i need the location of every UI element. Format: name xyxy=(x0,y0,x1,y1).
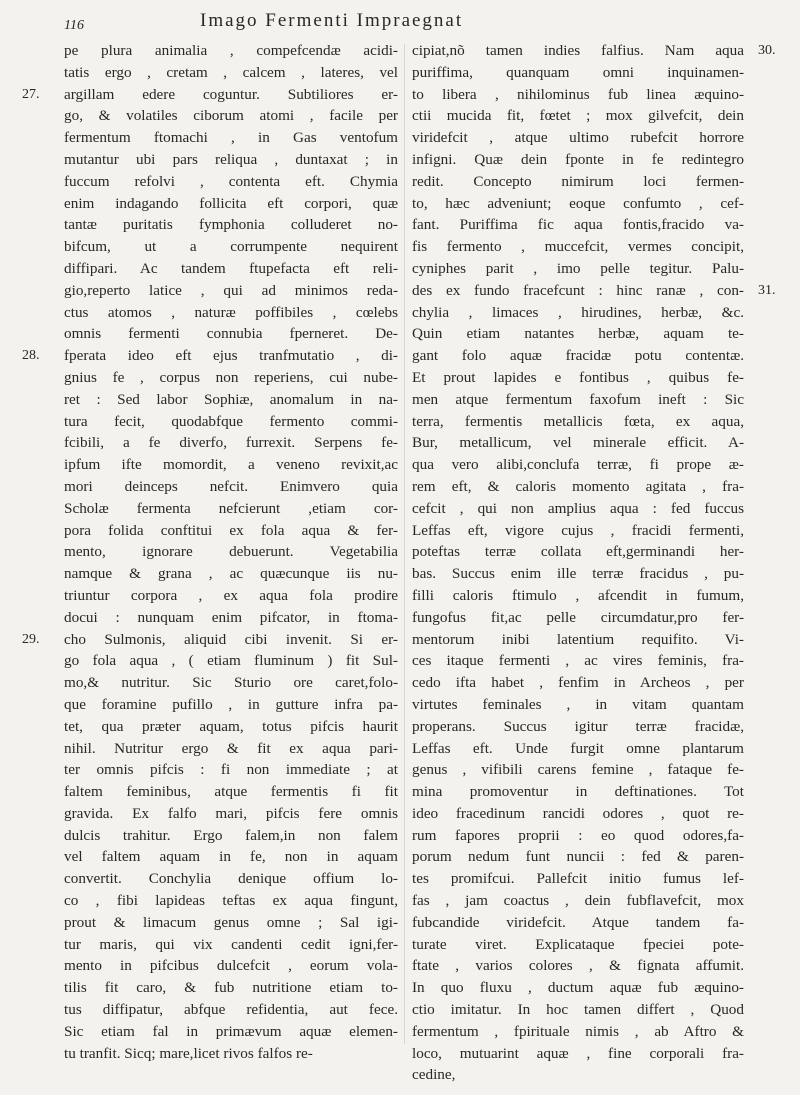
text-line: Scholæ fermenta nefcierunt ,etiam cor- xyxy=(64,499,398,517)
text-line: tilis fit caro, & fub nutritione etiam to- xyxy=(64,979,398,997)
text-line: gravida. Ex falfo mari, pifcis fere omnis xyxy=(64,804,398,822)
text-line: redit. Concepto nimirum loci fermen- xyxy=(412,172,744,190)
text-line: chylia , limaces , hirudines, herbæ, &c. xyxy=(412,303,744,321)
text-line: virtutes feminales , in vitam quantam xyxy=(412,695,744,713)
text-line: ideo fracedinum rancidi odores , quot re- xyxy=(412,804,744,822)
text-line: turate viret. Explicataque fpeciei pote- xyxy=(412,935,744,953)
text-line: Leffas eft, vigore cujus , fracidi fermenti, xyxy=(412,521,744,539)
text-line: fubcandide viridefcit. Atque tandem fa- xyxy=(412,913,744,931)
text-line: cedine, xyxy=(412,1066,456,1084)
text-line: terra, fermentis metallicis fœta, ex aqua, xyxy=(412,412,744,430)
text-line: fermentum , fpirituale nimis , ab Aftro & xyxy=(412,1022,744,1040)
text-line: bifcum, ut a corrumpente nequirent xyxy=(64,238,398,256)
text-line: ftate , varios colores , & fignata affumit. xyxy=(412,957,744,975)
text-line: to, hæc adveniunt; eoque confumto , cef- xyxy=(412,194,744,212)
text-line: ctus atomos , naturæ poffibiles , cœlebs xyxy=(64,303,398,321)
text-line: fas , jam coactus , dein fubflavefcit, mox xyxy=(412,892,744,910)
text-line: que foramine pufillo , in gutture infra pa- xyxy=(64,695,398,713)
text-line: argillam edere coguntur. Subtiliores er- xyxy=(64,85,398,103)
text-line: fungofus fit,ac pelle circumdatur,pro fer- xyxy=(412,608,744,626)
text-line: ter omnis pifcis : fi non immediate ; at xyxy=(64,761,398,779)
text-line: go, & volatiles ciborum atomi , facile per xyxy=(64,107,398,125)
text-line: filli caloris ftimulo , afcendit in fumum, xyxy=(412,586,744,604)
text-line: diffipari. Ac tandem ftupefacta eft reli- xyxy=(64,259,398,277)
text-line: tatis ergo , cretam , calcem , lateres, vel xyxy=(64,63,398,81)
column-divider xyxy=(404,44,405,1044)
text-line: enim indagando follicita eft corpori, quæ xyxy=(64,194,398,212)
text-line: gnius fe , corpus non reperiens, cui nube- xyxy=(64,368,398,386)
text-line: loco, mutuarint aquæ , fine corporali fra- xyxy=(412,1044,744,1062)
text-line: fcibili, a fe diverfo, furrexit. Serpens fe- xyxy=(64,434,398,452)
text-line: ces itaque fermenti , ac vires feminis, fra- xyxy=(412,652,744,670)
text-line: gio,reperto latice , qui ad minimos reda- xyxy=(64,281,398,299)
text-line: triuntur corpora , ex aqua fola prodire xyxy=(64,586,398,604)
text-line: cipiat,nõ tamen indies falfius. Nam aqua xyxy=(412,42,744,59)
text-line: genus , vifibili carens femine , fataque fe- xyxy=(412,761,744,779)
text-line: fant. Puriffima fic aqua fontis,fracido va- xyxy=(412,216,744,234)
margin-section-number: 28. xyxy=(22,348,40,364)
text-line: cefcit , qui non amplius aqua : fed fuccus xyxy=(412,499,744,517)
text-line: qua vero alibi,conclufa terræ, fi prope æ- xyxy=(412,456,744,474)
running-head xyxy=(0,6,800,34)
text-line: to libera , nihilominus fub linea æquino- xyxy=(412,85,744,103)
text-line: Bur, metallicum, vel minerale efficit. A- xyxy=(412,434,744,452)
margin-section-number: 31. xyxy=(758,282,776,298)
text-line: co , fibi lapideas teftas ex aqua fingunt, xyxy=(64,892,398,910)
text-line: Quin etiam natantes herbæ, aquam te- xyxy=(412,325,744,343)
text-line: cedo ifta habet , fenfim in Archeos , per xyxy=(412,674,744,692)
text-line: mentorum inibi latentium requifito. Vi- xyxy=(412,630,744,648)
running-title: Imago Fermenti Impraegnat xyxy=(200,10,464,31)
text-line: viridefcit , atque ultimo rubefcit horrore xyxy=(412,129,744,147)
text-line: fis fermento , muccefcit, vermes concipit, xyxy=(412,238,744,256)
text-line: mori deinceps nefcit. Enimvero quia xyxy=(64,477,398,495)
text-line: men atque fermentum faxofum ineft : Sic xyxy=(412,390,744,408)
left-text-column xyxy=(64,40,398,1064)
text-line: fperata ideo eft ejus tranfmutatio , di- xyxy=(64,347,398,365)
margin-section-number: 30. xyxy=(758,43,776,58)
text-line: mo,& nutritur. Sic Sturio ore caret,folo- xyxy=(64,674,398,692)
text-line: tur maris, qui vix candenti cedit igni,fer- xyxy=(64,935,398,953)
text-line: namque & grana , ac quæcunque iis nu- xyxy=(64,565,398,583)
text-line: In quo fluxu , ductum aquæ fub æquino- xyxy=(412,979,744,997)
text-line: mento, ignorare debuerunt. Vegetabilia xyxy=(64,543,398,561)
text-line: tet, qua præter aquam, totus pifcis haurit xyxy=(64,717,398,735)
text-line: convertit. Conchylia denique offium lo- xyxy=(64,870,398,888)
margin-section-number: 29. xyxy=(22,631,40,647)
text-line: ret : Sed labor Sophiæ, anomalum in na- xyxy=(64,390,398,408)
text-line: puriffima, quanquam omni inquinamen- xyxy=(412,63,744,81)
text-line: bas. Succus enim ille terræ fracidus , pu- xyxy=(412,565,744,583)
margin-section-number: 27. xyxy=(22,86,40,102)
text-line: prout & limacum genus omne ; Sal igi- xyxy=(64,913,398,931)
text-line: Leffas eft. Unde furgit omne plantarum xyxy=(412,739,744,757)
text-line: des ex fundo fracefcunt : hinc ranæ , con- xyxy=(412,281,744,299)
text-line: ipfum ifte momordit, a veneno revixit,ac xyxy=(64,456,398,474)
text-line: poteftas terræ collata eft,germinandi her- xyxy=(412,543,744,561)
text-line: cho Sulmonis, aliquid cibi invenit. Si er- xyxy=(64,630,398,648)
text-line: rem eft, & caloris momento agitata , fra- xyxy=(412,477,744,495)
text-line: Sic etiam fal in primævum aquæ elemen- xyxy=(64,1022,398,1040)
text-line: tu tranfit. Sicq; mare,licet rivos falfos re- xyxy=(64,1044,313,1062)
right-text-column xyxy=(412,40,744,1086)
text-line: mento in pifcibus dulcefcit , eorum vola- xyxy=(64,957,398,975)
text-line: mutantur ubi pars reliqua , duntaxat ; in xyxy=(64,150,398,168)
text-line: porum nedum funt nuncii : fed & paren- xyxy=(412,848,744,866)
text-line: Et prout lapides e fontibus , quibus fe- xyxy=(412,368,744,386)
text-line: fermentum ftomachi , in Gas ventofum xyxy=(64,129,398,147)
text-line: ctii mucida fit, fœtet ; mox gilvefcit, dein xyxy=(412,107,744,125)
text-line: go fola aqua , ( etiam fluminum ) fit Sul- xyxy=(64,652,398,670)
text-line: ctio imitatur. In hoc tamen differt , Quod xyxy=(412,1001,744,1019)
text-line: fuccum refolvi , contenta eft. Chymia xyxy=(64,172,398,190)
text-line: tantæ puritatis fymphonia colluderet no- xyxy=(64,216,398,234)
text-line: nihil. Nutritur ergo & fit ex aqua pari- xyxy=(64,739,398,757)
text-line: dulcis trahitur. Ergo falem,in non falem xyxy=(64,826,398,844)
text-line: rum fapores proprii : eo quod odores,fa- xyxy=(412,826,744,844)
text-line: cyniphes parit , imo pelle tegitur. Palu- xyxy=(412,259,744,277)
text-line: tes promifcui. Pallefcit initio fumus lef- xyxy=(412,870,744,888)
text-line: pora folida conftitui ex fola aqua & fer- xyxy=(64,521,398,539)
text-line: gant folo aquæ fracidæ potu contentæ. xyxy=(412,347,744,365)
text-line: faltem feminibus, atque fermentis fi fit xyxy=(64,783,398,801)
text-line: vel faltem aquam in fe, non in aquam xyxy=(64,848,398,866)
text-line: omnis fermenti connubia fperneret. De- xyxy=(64,325,398,343)
text-line: pe plura animalia , compefcendæ acidi- xyxy=(64,42,398,59)
text-line: docui : nunquam enim pifcator, in ftoma- xyxy=(64,608,398,626)
text-line: tura fecit, quodabfque fermento commi- xyxy=(64,412,398,430)
page-number: 116 xyxy=(64,18,84,33)
text-line: properans. Succus igitur terræ fracidæ, xyxy=(412,717,744,735)
text-line: tus diffipatur, abfque refidentia, aut fece. xyxy=(64,1001,398,1019)
text-line: infigni. Quæ dein fponte in fe redintegro xyxy=(412,150,744,168)
text-line: mina promoventur in deftinationes. Tot xyxy=(412,783,744,801)
